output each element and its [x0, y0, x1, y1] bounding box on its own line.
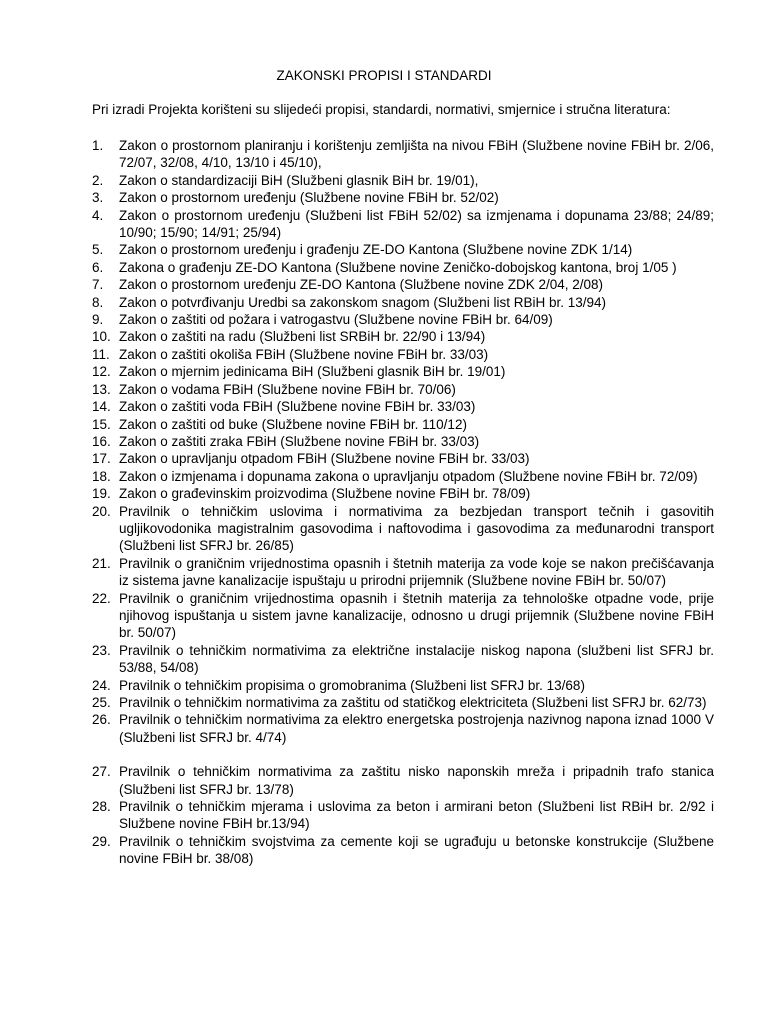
- list-item: [92, 711, 714, 746]
- list-item: [92, 833, 714, 868]
- intro-paragraph: Pri izradi Projekta korišteni su slijedeći propisi, standardi, normativi, smjernice i stručna literatura:: [92, 102, 671, 117]
- list-item-text: Zakon o prostornom planiranju i korištenju zemljišta na nivou FBiH (Službene novine FBiH br. 2/06, 72/07, 32/08, 4/10, 13/10 i 45/10),: [119, 138, 714, 171]
- list-item-number: 8.: [92, 294, 104, 310]
- list-item: [92, 694, 714, 711]
- list-item-text: Pravilnik o tehničkim normativima za zaštitu od statičkog elektriciteta (Službeni list SFRJ br. 62/73): [119, 695, 707, 710]
- list-item: [92, 363, 714, 380]
- list-item-text: Zakon o izmjenama i dopunama zakona o upravljanju otpadom (Službene novine FBiH br. 72/09): [119, 468, 698, 484]
- list-item-text: Zakon o zaštiti zraka FBiH (Službene novine FBiH br. 33/03): [119, 433, 480, 449]
- list-item-text: Zakon o prostornom uređenju i građenju ZE-DO Kantona (Službene novine ZDK 1/14): [119, 242, 633, 258]
- list-item: [92, 346, 714, 363]
- list-item-number: 27.: [92, 764, 111, 780]
- list-item-text: Zakon o zaštiti od požara i vatrogastvu (Službene novine FBiH br. 64/09): [119, 312, 553, 328]
- list-item-number: 5.: [92, 242, 104, 258]
- list-item: [92, 677, 714, 694]
- list-item-text: Zakon o standardizaciji BiH (Službeni glasnik BiH br. 19/01),: [119, 172, 479, 188]
- list-item-number: 20.: [92, 503, 111, 519]
- list-item: [92, 172, 714, 189]
- document-title: ZAKONSKI PROPISI I STANDARDI: [276, 68, 492, 83]
- list-item-number: 18.: [92, 468, 111, 484]
- list-item-text: Zakon o vodama FBiH (Službene novine FBiH br. 70/06): [119, 381, 456, 397]
- list-item: [92, 485, 714, 502]
- list-item: [92, 189, 714, 206]
- list-item: [92, 468, 714, 485]
- list-item: [92, 642, 714, 677]
- list-item-number: 19.: [92, 486, 111, 502]
- list-item-text: Pravilnik o graničnim vrijednostima opasnih i štetnih materija za tehnološke otpadne vode, prije njihovog ispuštanja u sistem javne kanalizacije, odnosno u drugi prijemnik (Službene novine FBiH br. 50/07): [119, 590, 714, 641]
- list-item-text: Zakon o zaštiti voda FBiH (Službene novine FBiH br. 33/03): [119, 399, 476, 415]
- list-item-text: Zakon o zaštiti od buke (Službene novine FBiH br. 110/12): [119, 416, 467, 432]
- list-item-number: 24.: [92, 677, 111, 693]
- list-item-text: Zakon o mjernim jedinicama BiH (Službeni glasnik BiH br. 19/01): [119, 364, 506, 380]
- list-item-number: 2.: [92, 172, 104, 188]
- list-item-number: 26.: [92, 712, 111, 728]
- list-item: [92, 555, 714, 590]
- list-item-number: 4.: [92, 207, 104, 223]
- list-item-number: 17.: [92, 451, 111, 467]
- list-item-text: Pravilnik o tehničkim uslovima i normativima za bezbjedan transport tečnih i gasovitih ugljikovodonika magistralnim gasovodima i naftovodima i gasovodima za međunarodni transport (Službeni list SFRJ br. 26/85): [119, 503, 714, 554]
- list-item: [92, 276, 714, 293]
- list-item-number: 16.: [92, 433, 111, 449]
- list-item-number: 22.: [92, 590, 111, 606]
- list-item-number: 15.: [92, 416, 111, 432]
- list-item: [92, 398, 714, 415]
- list-item-number: 7.: [92, 277, 104, 293]
- list-item-text: Zakon o potvrđivanju Uredbi sa zakonskom snagom (Službeni list RBiH br. 13/94): [119, 294, 606, 310]
- list-item: [92, 311, 714, 328]
- list-item-number: 25.: [92, 695, 111, 710]
- list-item: [92, 450, 714, 467]
- list-item-number: 12.: [92, 364, 111, 380]
- list-item: [92, 294, 714, 311]
- list-item: [92, 433, 714, 450]
- list-item: [92, 798, 714, 833]
- list-item-text: Zakon o prostornom uređenju (Službeni list FBiH 52/02) sa izmjenama i dopunama 23/88; 24/89; 10/90; 15/90; 14/91; 25/94): [119, 207, 714, 241]
- list-item: [92, 763, 714, 798]
- list-item: [92, 207, 714, 242]
- list-item: [92, 328, 714, 345]
- regulations-list: [92, 137, 714, 868]
- list-item-number: 29.: [92, 833, 111, 849]
- list-item: [92, 416, 714, 433]
- list-item-number: 23.: [92, 642, 111, 658]
- list-item-text: Zakon o zaštiti okoliša FBiH (Službene novine FBiH br. 33/03): [119, 346, 489, 362]
- list-item-number: 21.: [92, 555, 111, 571]
- list-item-text: Pravilnik o tehničkim svojstvima za cemente koji se ugrađuju u betonske konstrukcije (Službene novine FBiH br. 38/08): [119, 833, 714, 867]
- list-item-text: Pravilnik o tehničkim normativima za električne instalacije niskog napona (službeni list SFRJ br. 53/88, 54/08): [119, 642, 714, 676]
- list-item-number: 1.: [92, 138, 104, 153]
- list-item-number: 10.: [92, 329, 111, 345]
- list-item: [92, 241, 714, 258]
- list-item-text: Pravilnik o tehničkim normativima za zaštitu nisko naponskih mreža i pripadnih trafo stanica (Službeni list SFRJ br. 13/78): [119, 764, 714, 797]
- list-item-text: Pravilnik o tehničkim propisima o gromobranima (Službeni list SFRJ br. 13/68): [119, 677, 585, 693]
- list-item: [92, 590, 714, 642]
- list-item-number: 13.: [92, 381, 111, 397]
- list-item-text: Zakon o zaštiti na radu (Službeni list SRBiH br. 22/90 i 13/94): [119, 329, 486, 345]
- list-item-number: 3.: [92, 190, 104, 206]
- list-item-text: Zakon o građevinskim proizvodima (Službene novine FBiH br. 78/09): [119, 486, 531, 502]
- list-item-number: 28.: [92, 799, 111, 815]
- list-item-text: Zakona o građenju ZE-DO Kantona (Službene novine Zeničko-dobojskog kantona, broj 1/05 ): [119, 259, 677, 275]
- list-item-text: Pravilnik o graničnim vrijednostima opasnih i štetnih materija za vode koje se nakon prečišćavanja iz sistema javne kanalizacije ispuštaju u prirodni prijemnik (Službene novine FBiH br. 50/07): [119, 555, 714, 589]
- list-item-number: 14.: [92, 399, 111, 415]
- list-item-text: Pravilnik o tehničkim normativima za elektro energetska postrojenja nazivnog napona iznad 1000 V (Službeni list SFRJ br. 4/74): [119, 712, 714, 745]
- list-item-text: Pravilnik o tehničkim mjerama i uslovima za beton i armirani beton (Službeni list RBiH br. 2/92 i Službene novine FBiH br.13/94): [119, 799, 714, 832]
- list-item: [92, 137, 714, 172]
- list-item-number: 6.: [92, 259, 104, 275]
- list-item: [92, 503, 714, 555]
- list-item-number: 11.: [92, 346, 110, 362]
- list-item-text: Zakon o prostornom uređenju ZE-DO Kantona (Službene novine ZDK 2/04, 2/08): [119, 277, 604, 293]
- list-item: [92, 381, 714, 398]
- list-item: [92, 259, 714, 276]
- list-item-text: Zakon o prostornom uređenju (Službene novine FBiH br. 52/02): [119, 190, 499, 206]
- list-item-text: Zakon o upravljanju otpadom FBiH (Službene novine FBiH br. 33/03): [119, 451, 530, 467]
- list-item-number: 9.: [92, 312, 104, 328]
